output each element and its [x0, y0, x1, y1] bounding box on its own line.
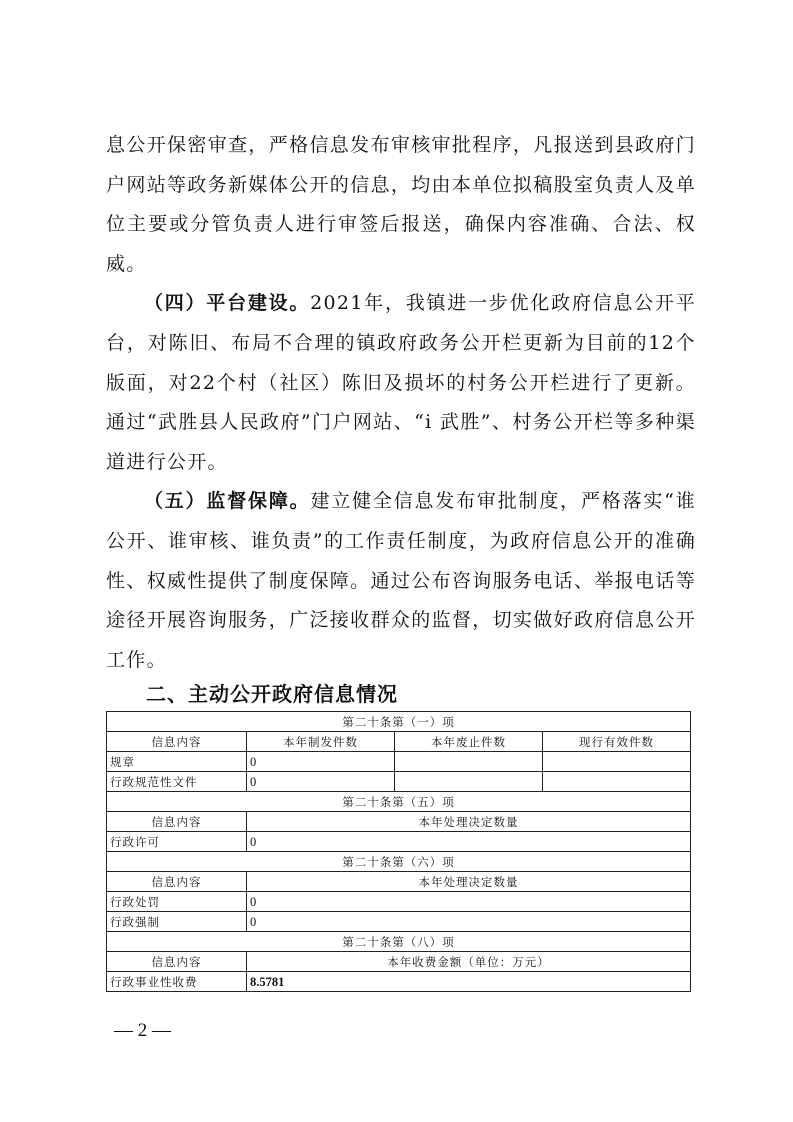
table-row — [107, 892, 691, 912]
table-row-label: 规章 — [107, 752, 247, 772]
section-heading: 二、主动公开政府信息情况 — [146, 682, 398, 706]
table-row-label: 行政规范性文件 — [107, 772, 247, 792]
table-header-cell: 信息内容 — [107, 872, 247, 892]
table-section-title-row — [107, 932, 691, 952]
table-section-title: 第二十条第（五）项 — [107, 792, 691, 812]
paragraph-supervision-body: 建立健全信息发布审批制度，严格落实“谁公开、谁审核、谁负责”的工作责任制度，为政府信息公开的准确性、权威性提供了制度保障。通过公布咨询服务电话、举报电话等途径开展咨询服务，广泛接收群众的监督，切实做好政府信息公开工作。 — [106, 490, 697, 671]
table-header-cell: 本年废止件数 — [395, 732, 543, 752]
table-header-row — [107, 952, 691, 972]
table-header-cell: 本年制发件数 — [247, 732, 395, 752]
body-text — [106, 126, 696, 680]
table-row — [107, 752, 691, 772]
table-header-cell: 信息内容 — [107, 812, 247, 832]
table-section-title-row — [107, 792, 691, 812]
table-row-label: 行政处罚 — [107, 892, 247, 912]
table-cell-value: 0 — [247, 772, 395, 792]
table-cell-value: 0 — [247, 832, 691, 852]
table-header-cell: 现行有效件数 — [543, 732, 691, 752]
table-header-cell: 本年处理决定数量 — [247, 872, 691, 892]
info-table — [106, 711, 691, 992]
table-header-cell: 本年处理决定数量 — [247, 812, 691, 832]
paragraph-supervision — [106, 482, 696, 680]
table-header-cell: 信息内容 — [107, 732, 247, 752]
paragraph-platform-body: 2021年，我镇进一步优化政府信息公开平台，对陈旧、布局不合理的镇政府政务公开栏更新为目前的12个版面，对22个村（社区）陈旧及损坏的村务公开栏进行了更新。通过“武胜县人民政府”门户网站、“i 武胜”、村务公开栏等多种渠道进行公开。 — [106, 292, 697, 473]
table-section-title: 第二十条第（八）项 — [107, 932, 691, 952]
table-row — [107, 912, 691, 932]
table-section-title-row — [107, 712, 691, 732]
paragraph-platform-heading: （四）平台建设。 — [144, 292, 311, 315]
table-header-row — [107, 732, 691, 752]
table-row — [107, 832, 691, 852]
table-row — [107, 972, 691, 992]
table-cell-value: 0 — [247, 892, 691, 912]
table-cell-value: 0 — [247, 752, 395, 772]
table-header-row — [107, 872, 691, 892]
table-cell-value — [543, 772, 691, 792]
table-cell-value — [543, 752, 691, 772]
table-cell-value — [395, 752, 543, 772]
table-row-label: 行政许可 — [107, 832, 247, 852]
table-section-title: 第二十条第（一）项 — [107, 712, 691, 732]
table-row-label: 行政事业性收费 — [107, 972, 247, 992]
table-cell-value — [395, 772, 543, 792]
table-header-row — [107, 812, 691, 832]
table-section-title: 第二十条第（六）项 — [107, 852, 691, 872]
table-row — [107, 772, 691, 792]
table-cell-value: 8.5781 — [247, 972, 691, 992]
table-header-cell: 信息内容 — [107, 952, 247, 972]
table-row-label: 行政强制 — [107, 912, 247, 932]
page-number: — 2 — — [114, 1020, 171, 1041]
paragraph-supervision-heading: （五）监督保障。 — [144, 490, 311, 513]
table-header-cell: 本年收费金额（单位：万元） — [247, 952, 691, 972]
paragraph-1: 息公开保密审查，严格信息发布审核审批程序，凡报送到县政府门户网站等政务新媒体公开的信息，均由本单位拟稿股室负责人及单位主要或分管负责人进行审签后报送，确保内容准确、合法、权威。 — [106, 134, 696, 275]
paragraph-platform — [106, 284, 696, 482]
table-section-title-row — [107, 852, 691, 872]
table-cell-value: 0 — [247, 912, 691, 932]
